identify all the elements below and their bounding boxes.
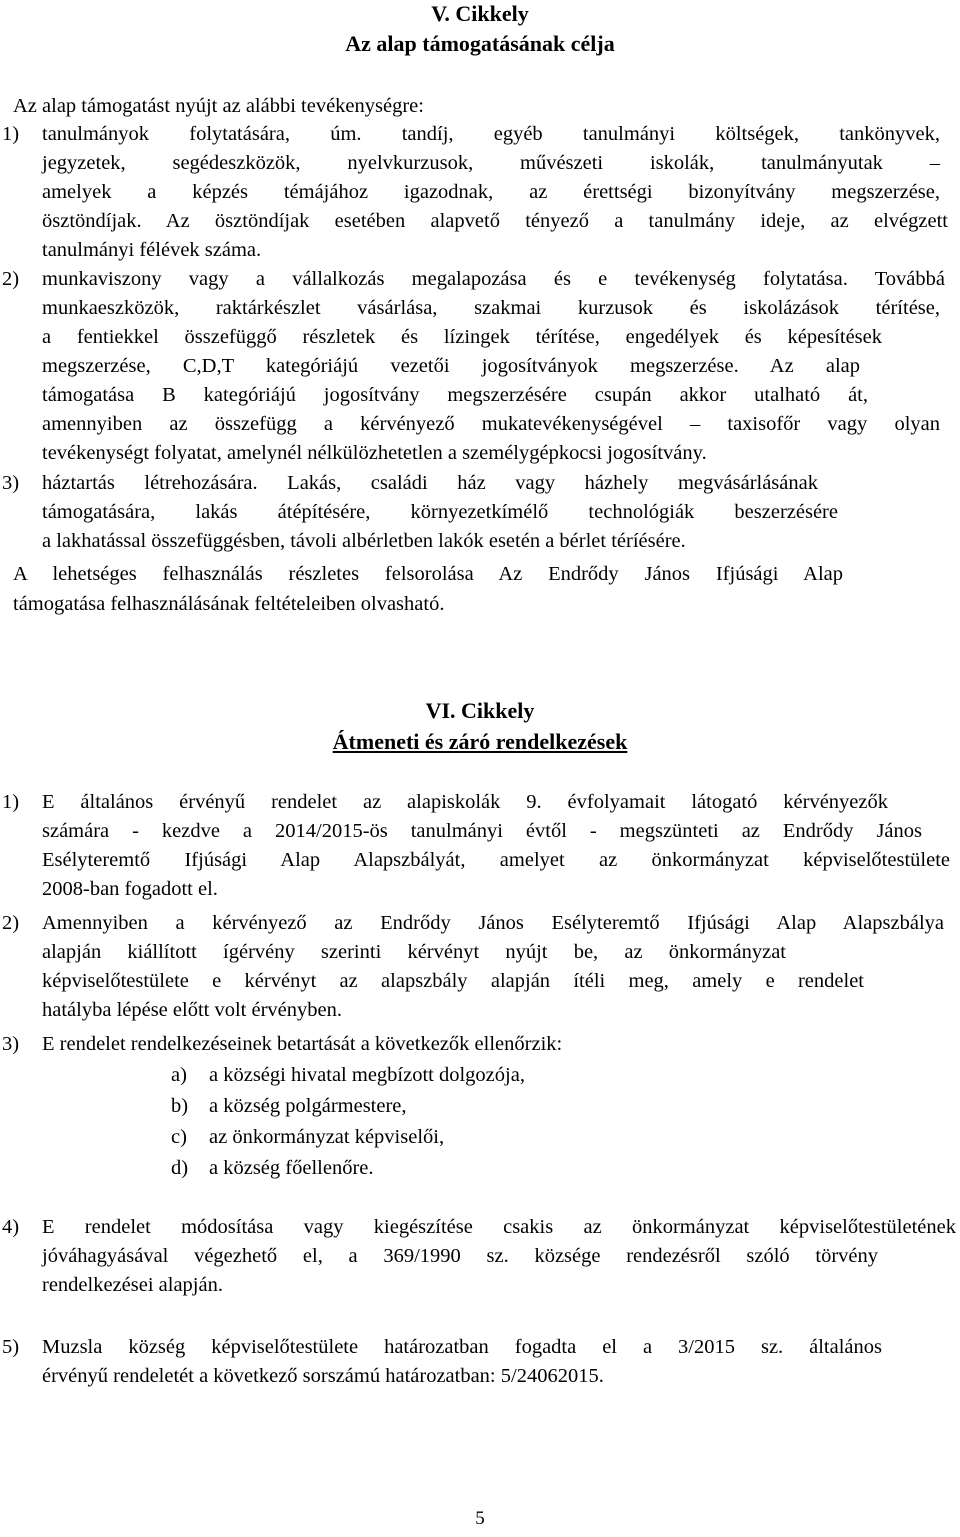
page-number: 5 bbox=[475, 1508, 485, 1529]
paragraph-line: számára - kezdve a 2014/2015-ös tanulmányi évtől - megszünteti az Endrődy János bbox=[42, 820, 922, 842]
paragraph-line: Muzsla község képviselőtestülete határozatban fogadta el a 3/2015 sz. általános bbox=[42, 1336, 882, 1358]
subitem-text: a község polgármestere, bbox=[209, 1095, 407, 1117]
subitem-text: a községi hivatal megbízott dolgozója, bbox=[209, 1064, 525, 1086]
paragraph-line: alapján kiállított ígérvény szerinti kérvényt nyújt be, az önkormányzat bbox=[42, 941, 786, 963]
paragraph-line: jegyzetek, segédeszközök, nyelvkurzusok, művészeti iskolák, tanulmányutak – bbox=[42, 152, 940, 174]
paragraph-line: támogatására, lakás átépítésére, környezetkímélő technológiák beszerzésére bbox=[42, 501, 838, 523]
paragraph-line: E rendelet módosítása vagy kiegészítése csakis az önkormányzat képviselőtestületének bbox=[42, 1216, 956, 1238]
paragraph-line: támogatása felhasználásának feltételeiben olvasható. bbox=[13, 593, 445, 615]
paragraph-line: 2008-ban fogadott el. bbox=[42, 878, 218, 900]
item-number: 3) bbox=[2, 1033, 20, 1055]
paragraph-line: jóváhagyásával végezhető el, a 369/1990 sz. községe rendezésről szóló törvény bbox=[42, 1245, 878, 1267]
paragraph-line: tanulmányi félévek száma. bbox=[42, 239, 262, 261]
section-6-subtitle bbox=[0, 728, 960, 757]
paragraph-line: képviselőtestülete e kérvényt az alapszbály alapján ítéli meg, amely e rendelet bbox=[42, 970, 864, 992]
paragraph-line: E általános érvényű rendelet az alapiskolák 9. évfolyamait látogató kérvényezők bbox=[42, 791, 888, 813]
section-6-title: VI. Cikkely bbox=[425, 698, 535, 723]
paragraph-line: ösztöndíjak. Az ösztöndíjak esetében alapvető tényező a tanulmány ideje, az elvégzett bbox=[42, 210, 948, 232]
paragraph-line: tevékenységt folyatat, amelynél nélkülözhetetlen a személygépkocsi jogosítvány. bbox=[42, 442, 707, 464]
paragraph-line: támogatása B kategóriájú jogosítvány megszerzésére csupán akkor utalható át, bbox=[42, 384, 868, 406]
item-number: 4) bbox=[2, 1216, 20, 1238]
paragraph-line: Esélyteremtő Ifjúsági Alap Alapszbályát, amelyet az önkormányzat képviselőtestülete bbox=[42, 849, 950, 871]
section-6-subtitle-text: Átmeneti és záró rendelkezések bbox=[332, 729, 628, 754]
section-5-intro: Az alap támogatást nyújt az alábbi tevékenységre: bbox=[13, 95, 424, 117]
paragraph-line: háztartás létrehozására. Lakás, családi ház vagy házhely megvásárlásának bbox=[42, 472, 818, 494]
paragraph-line: a lakhatással összefüggésben, távoli albérletben lakók esetén a bérlet téríésére. bbox=[42, 530, 686, 552]
paragraph-line: Amennyiben a kérvényező az Endrődy János Esélyteremtő Ifjúsági Alap Alapszbálya bbox=[42, 912, 944, 934]
subitem-text: az önkormányzat képviselői, bbox=[209, 1126, 445, 1148]
item-number: 3) bbox=[2, 472, 20, 494]
paragraph-line: A lehetséges felhasználás részletes felsorolása Az Endrődy János Ifjúsági Alap bbox=[13, 563, 843, 585]
paragraph-line: a fentiekkel összefüggő részletek és lízingek térítése, engedélyek és képesítések bbox=[42, 326, 882, 348]
section-5-title: V. Cikkely bbox=[431, 1, 529, 26]
paragraph-line: amelyek a képzés témájához igazodnak, az érettségi bizonyítvány megszerzése, bbox=[42, 181, 940, 203]
item-number: 1) bbox=[2, 791, 20, 813]
subitem-letter: c) bbox=[171, 1126, 187, 1148]
item-number: 2) bbox=[2, 912, 20, 934]
item-number: 5) bbox=[2, 1336, 20, 1358]
subitem-letter: b) bbox=[171, 1095, 189, 1117]
subitem-text: a község főellenőre. bbox=[209, 1157, 374, 1179]
paragraph-line: E rendelet rendelkezéseinek betartását a következők ellenőrzik: bbox=[42, 1033, 563, 1055]
section-5-subtitle: Az alap támogatásának célja bbox=[345, 31, 615, 56]
paragraph-line: munkaeszközök, raktárkészlet vásárlása, szakmai kurzusok és iskolázások térítése, bbox=[42, 297, 940, 319]
item-number: 1) bbox=[2, 123, 20, 145]
paragraph-line: érvényű rendeletét a következő sorszámú határozatban: 5/24062015. bbox=[42, 1365, 604, 1387]
item-number: 2) bbox=[2, 268, 20, 290]
subitem-letter: d) bbox=[171, 1157, 189, 1179]
paragraph-line: rendelkezései alapján. bbox=[42, 1274, 223, 1296]
subitem-letter: a) bbox=[171, 1064, 187, 1086]
paragraph-line: hatályba lépése előtt volt érvényben. bbox=[42, 999, 342, 1021]
paragraph-line: tanulmányok folytatására, úm. tandíj, egyéb tanulmányi költségek, tankönyvek, bbox=[42, 123, 940, 145]
paragraph-line: munkaviszony vagy a vállalkozás megalapozása és e tevékenység folytatása. Továbbá bbox=[42, 268, 945, 290]
paragraph-line: amennyiben az összefügg a kérvényező mukatevékenységével – taxisofőr vagy olyan bbox=[42, 413, 940, 435]
paragraph-line: megszerzése, C,D,T kategóriájú vezetői jogosítványok megszerzése. Az alap bbox=[42, 355, 860, 377]
